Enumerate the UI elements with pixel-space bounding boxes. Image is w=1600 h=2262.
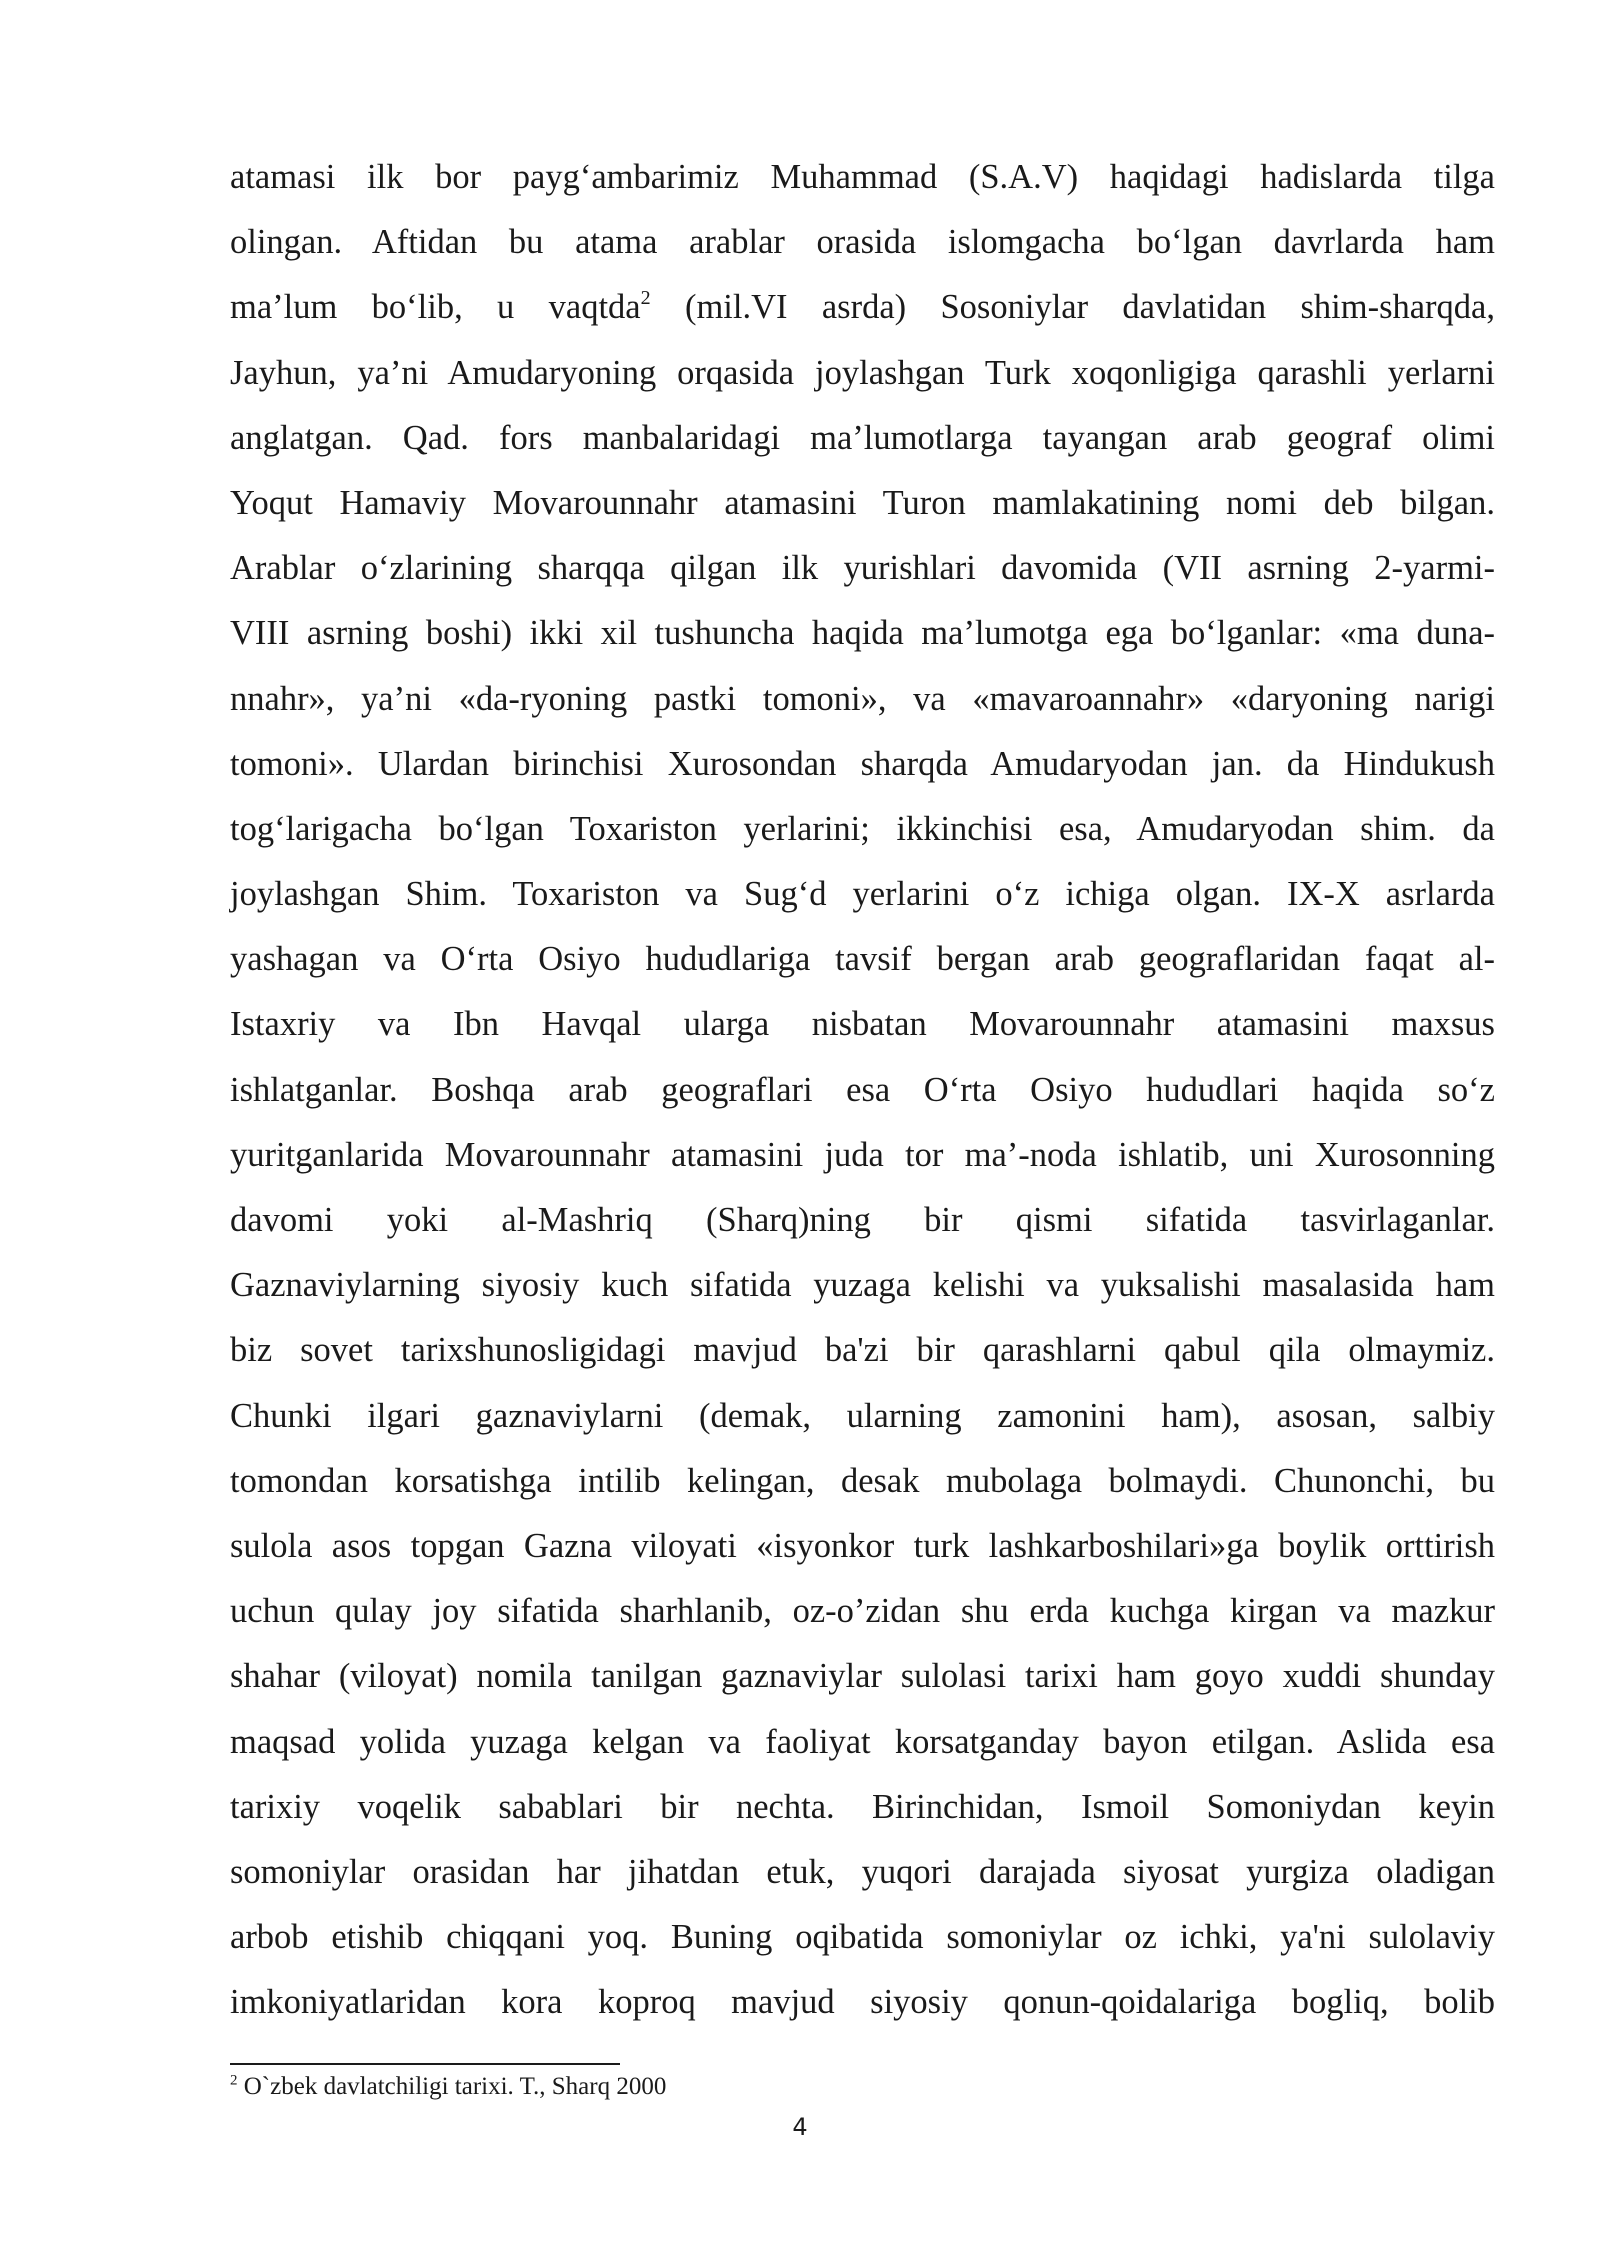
- text-line: sulola asos topgan Gazna viloyati «isyonkor turk lashkarboshilari»ga boylik orttirish: [230, 1526, 1495, 1565]
- text-line: Arablar o‘zlarining sharqqa qilgan ilk yurishlari davomida (VII asrning 2-yarmi-: [230, 549, 1495, 588]
- text-line: shahar (viloyat) nomila tanilgan gaznaviylar sulolasi tarixi ham goyo xuddi shunday: [230, 1657, 1495, 1696]
- text-line: tomondan korsatishga intilib kelingan, desak mubolaga bolmaydi. Chunonchi, bu: [230, 1461, 1495, 1500]
- text-line: somoniylar orasidan har jihatdan etuk, yuqori darajada siyosat yurgiza oladigan: [230, 1852, 1495, 1891]
- text-line: Yoqut Hamaviy Movarounnahr atamasini Turon mamlakatining nomi deb bilgan.: [230, 483, 1495, 522]
- text-line: tarixiy voqelik sabablari bir nechta. Birinchidan, Ismoil Somoniydan keyin: [230, 1787, 1495, 1826]
- page-number: 4: [792, 2113, 808, 2141]
- text-line: Chunki ilgari gaznaviylarni (demak, ularning zamonini ham), asosan, salbiy: [230, 1396, 1495, 1435]
- text-line: joylashgan Shim. Toxariston va Sug‘d yerlarini o‘z ichiga olgan. IX-X asrlarda: [230, 875, 1495, 914]
- text-line: davomi yoki al-Mashriq (Sharq)ning bir qismi sifatida tasvirlaganlar.: [230, 1201, 1495, 1239]
- body-paragraph: [230, 145, 1495, 2035]
- text-line: anglatgan. Qad. fors manbalaridagi ma’lumotlarga tayangan arab geograf olimi: [230, 418, 1495, 457]
- text-line: atamasi ilk bor payg‘ambarimiz Muhammad (S.A.V) haqidagi hadislarda tilga: [230, 158, 1495, 196]
- text-line: tog‘larigacha bo‘lgan Toxariston yerlarini; ikkinchisi esa, Amudaryodan shim. da: [230, 809, 1495, 848]
- footnote-reference[interactable]: 2: [640, 286, 651, 309]
- text-line: yuritganlarida Movarounnahr atamasini juda tor ma’-noda ishlatib, uni Xurosonning: [230, 1135, 1495, 1174]
- text-line: ishlatganlar. Boshqa arab geograflari esa O‘rta Osiyo hududlari haqida so‘z: [230, 1070, 1495, 1109]
- text-segment: (mil.VI asrda) Sosoniylar davlatidan shim-sharqda,: [650, 288, 1495, 327]
- text-line-with-footnote-ref: [230, 275, 1495, 340]
- text-line: tomoni». Ulardan birinchisi Xurosondan sharqda Amudaryodan jan. da Hindukush: [230, 744, 1495, 783]
- text-line: nnahr», ya’ni «da-ryoning pastki tomoni», va «mavaroannahr» «daryoning narigi: [230, 679, 1495, 718]
- text-line: yashagan va O‘rta Osiyo hududlariga tavsif bergan arab geograflaridan faqat al-: [230, 940, 1495, 979]
- text-line: Jayhun, ya’ni Amudaryoning orqasida joylashgan Turk xoqonligiga qarashli yerlarni: [230, 353, 1495, 392]
- text-line: Istaxriy va Ibn Havqal ularga nisbatan Movarounnahr atamasini maxsus: [230, 1005, 1495, 1044]
- text-line: Gaznaviylarning siyosiy kuch sifatida yuzaga kelishi va yuksalishi masalasida ham: [230, 1266, 1495, 1305]
- footnote-text: O`zbek davlatchiligi tarixi. T., Sharq 2000: [237, 2073, 667, 2100]
- text-line: imkoniyatlaridan kora koproq mavjud siyosiy qonun-qoidalariga bogliq, bolib: [230, 1983, 1495, 2022]
- text-line: olingan. Aftidan bu atama arablar orasida islomgacha bo‘lgan davrlarda ham: [230, 223, 1495, 262]
- footnote: [230, 2070, 666, 2104]
- footnote-marker: 2: [230, 2072, 238, 2089]
- footnote-separator: [230, 2063, 620, 2065]
- text-line: uchun qulay joy sifatida sharhlanib, oz-o’zidan shu erda kuchga kirgan va mazkur: [230, 1592, 1495, 1631]
- text-segment: ma’lum bo‘lib, u vaqtda: [230, 288, 641, 327]
- text-line: VIII asrning boshi) ikki xil tushuncha haqida ma’lumotga ega bo‘lganlar: «ma duna-: [230, 614, 1495, 653]
- text-line: maqsad yolida yuzaga kelgan va faoliyat korsatganday bayon etilgan. Aslida esa: [230, 1722, 1495, 1761]
- text-line: arbob etishib chiqqani yoq. Buning oqibatida somoniylar oz ichki, ya'ni sulolaviy: [230, 1918, 1495, 1957]
- text-line: biz sovet tarixshunosligidagi mavjud ba'zi bir qarashlarni qabul qila olmaymiz.: [230, 1331, 1495, 1370]
